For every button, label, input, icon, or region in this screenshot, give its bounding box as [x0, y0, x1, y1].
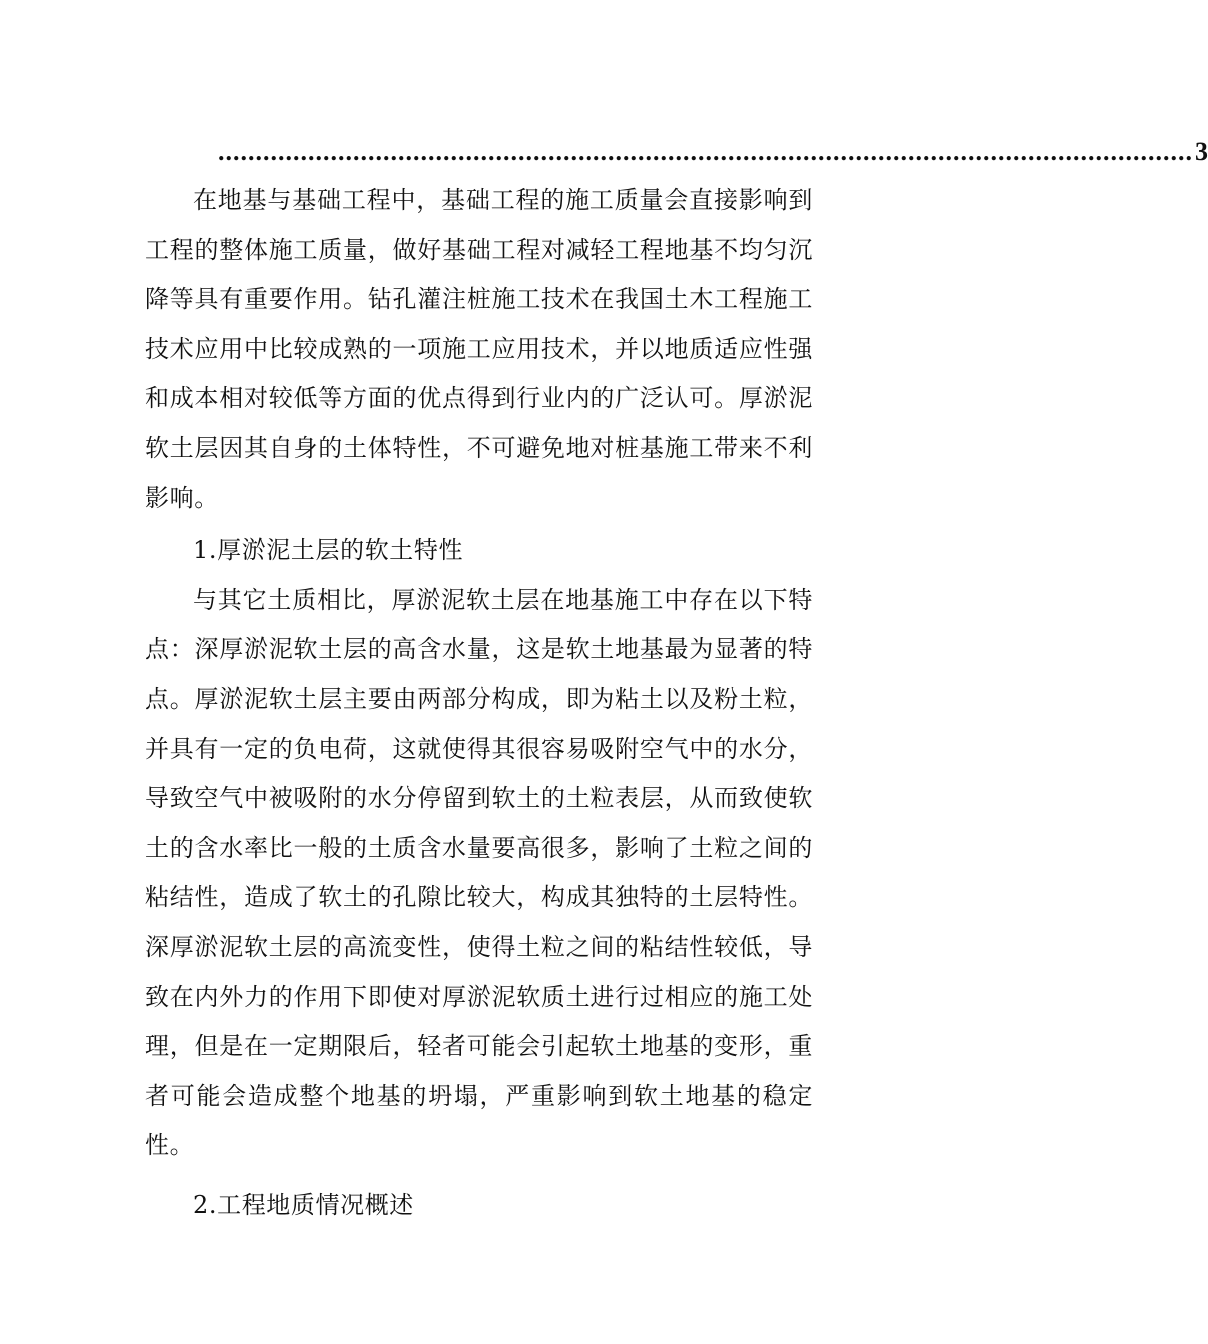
- toc-leader-dots: ..................................................................................................................................: [218, 137, 1193, 166]
- paragraph-gap: [145, 1171, 813, 1181]
- toc-page-number: 3: [1195, 137, 1208, 166]
- document-body: [145, 176, 813, 1230]
- section-1-paragraph: 与其它土质相比，厚淤泥软土层在地基施工中存在以下特点：深厚淤泥软土层的高含水量，这是软土地基最为显著的特点。厚淤泥软土层主要由两部分构成，即为粘土以及粉土粒，并具有一定的负电荷，这就使得其很容易吸附空气中的水分，导致空气中被吸附的水分停留到软土的土粒表层，从而致使软土的含水率比一般的土质含水量要高很多，影响了土粒之间的粘结性，造成了软土的孔隙比较大，构成其独特的土层特性。深厚淤泥软土层的高流变性，使得土粒之间的粘结性较低，导致在内外力的作用下即使对厚淤泥软质土进行过相应的施工处理，但是在一定期限后，轻者可能会引起软土地基的变形，重者可能会造成整个地基的坍塌，严重影响到软土地基的稳定性。: [145, 585, 813, 1160]
- toc-entry: [218, 132, 1208, 172]
- section-2-heading: 2.工程地质情况概述: [193, 1190, 414, 1219]
- section-1-heading: 1.厚淤泥土层的软土特性: [193, 536, 464, 565]
- intro-paragraph: 在地基与基础工程中，基础工程的施工质量会直接影响到工程的整体施工质量，做好基础工程对减轻工程地基不均匀沉降等具有重要作用。钻孔灌注桩施工技术在我国土木工程施工技术应用中比较成熟的一项施工应用技术，并以地质适应性强和成本相对较低等方面的优点得到行业内的广泛认可。厚淤泥软土层因其自身的土体特性，不可避免地对桩基施工带来不利影响。: [145, 186, 813, 512]
